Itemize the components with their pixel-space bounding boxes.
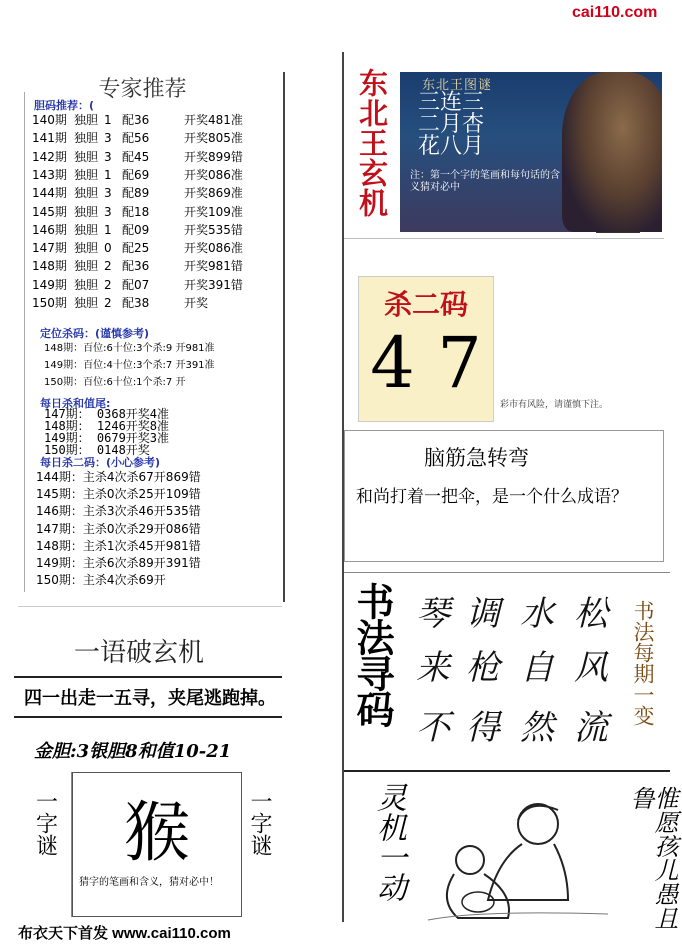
brain-text: 和尚打着一把伞，是一个什么成语？: [356, 487, 628, 507]
dan-tag: 独胆: [74, 204, 99, 219]
dan-result: 开奖535错: [184, 222, 243, 237]
calli-char: 来: [416, 648, 450, 688]
dan-pei: 配07: [122, 277, 150, 292]
poster-line-3: 花八月: [418, 134, 485, 159]
vertical-title: 东北王玄机: [355, 68, 389, 218]
dan-dan: 3: [104, 149, 112, 164]
dan-result: 开奖981错: [184, 259, 243, 274]
expert-title: 专家推荐: [98, 77, 187, 102]
dan-result: 开奖481准: [184, 113, 243, 127]
dan-dan: 1: [104, 222, 112, 237]
one-word-left: [24, 772, 72, 917]
poster-bottom-line: [596, 232, 640, 233]
dan-dan: 3: [104, 204, 112, 219]
dan-result: 开奖805准: [184, 131, 243, 146]
riddle-title: 一语破玄机: [74, 638, 205, 668]
one-word-label-right: 一字谜: [247, 790, 272, 856]
kill2-label: 杀二码: [383, 288, 468, 321]
dan-pei: 配56: [122, 131, 150, 146]
daily-row: 149期： 0679开奖3准: [44, 431, 170, 445]
kill2-header: 每日杀二码：(小心参考): [40, 456, 161, 469]
dan-issue: 147期: [32, 241, 67, 256]
dan-dan: 2: [104, 277, 112, 292]
calli-char: 琴: [416, 594, 450, 634]
dan-dan: 0: [104, 241, 112, 256]
buddha-image: [562, 72, 662, 232]
dan-row: [32, 166, 243, 183]
dan-pei: 配69: [122, 167, 150, 182]
riddle-bottom-line: [14, 716, 282, 718]
kill2-row: 147期：主杀0次杀29开086错: [36, 521, 201, 536]
section-divider-2: [344, 572, 670, 573]
dan-issue: 150期: [32, 296, 67, 310]
dan-dan: 1: [104, 167, 112, 182]
dan-pei: 配25: [122, 241, 150, 256]
dan-dan: 2: [104, 259, 112, 274]
brain-title: 脑筋急转弯: [424, 446, 529, 470]
dan-dan: 3: [104, 131, 112, 146]
monkey-box: [72, 772, 242, 917]
calli-char: 不: [416, 708, 450, 748]
kill2-row: 150期：主杀4次杀69开: [36, 573, 166, 588]
dan-result: 开奖899错: [184, 149, 243, 164]
calli-char: 然: [520, 708, 554, 748]
lingji-text: 惟愿孩儿愚且鲁: [626, 786, 678, 930]
dan-row: [32, 129, 243, 146]
site-header[interactable]: cai110.com: [572, 4, 658, 21]
dan-row: [32, 203, 243, 220]
kill2-panel: [358, 276, 494, 422]
dan-issue: 144期: [32, 186, 67, 201]
section-divider-3: [344, 770, 670, 772]
dan-issue: 143期: [32, 167, 67, 182]
pos-row: 149期：百位:4十位:3个杀:7 开391准: [44, 360, 215, 371]
pos-row: 148期：百位:6十位:3个杀:9 开981准: [44, 343, 215, 354]
dan-result: 开奖: [184, 296, 209, 310]
dan-issue: 149期: [32, 277, 67, 292]
kill2-row: 149期：主杀6次杀89开391错: [36, 556, 201, 570]
mother-child-icon: [418, 790, 618, 930]
left-border: [283, 72, 285, 602]
dan-issue: 142期: [32, 149, 67, 164]
daily-row: 148期： 1246开奖8准: [44, 419, 170, 433]
calli-label: 书法寻码: [350, 582, 395, 726]
kill2-digit-1: 4: [370, 322, 415, 404]
dan-dan: 2: [104, 296, 112, 310]
dan-result: 开奖391错: [184, 277, 243, 292]
dan-result: 开奖086准: [184, 241, 243, 256]
riddle-text: 四一出走一五寻，夹尾逃跑掉。: [24, 688, 276, 709]
dan-tag: 独胆: [74, 277, 99, 292]
lingji-illustration: [418, 790, 618, 930]
footer-site[interactable]: 布衣天下首发 www.cai110.com: [18, 925, 231, 942]
calli-char: 松: [574, 594, 608, 634]
calli-char: 水: [520, 594, 554, 634]
dan-tag: 独胆: [74, 131, 99, 146]
dan-row: [32, 111, 243, 128]
dan-result: 开奖869准: [184, 186, 243, 201]
dan-tag: 独胆: [74, 241, 99, 256]
riddle-line: [14, 676, 282, 678]
poster-line-1: 三连三: [418, 90, 485, 115]
dan-result: 开奖109准: [184, 204, 243, 219]
one-word-right: [242, 772, 282, 917]
dan-dan: 1: [104, 113, 112, 127]
monkey-hint: 猜字的笔画和含义，猜对必中！: [79, 877, 219, 888]
dan-row: [32, 148, 243, 165]
dan-pei: 配38: [122, 296, 150, 310]
kill2-row: 145期：主杀0次杀25开109错: [36, 487, 201, 502]
dan-row: [32, 294, 208, 311]
dan-dan: 3: [104, 186, 112, 201]
monkey-char: 猴: [124, 794, 190, 871]
dan-row: [32, 221, 243, 238]
golden-dan: 金胆:3银胆8和值10-21: [34, 741, 232, 762]
calli-char: 调: [466, 594, 500, 634]
dan-pei: 配89: [122, 186, 150, 201]
calli-char: 枪: [466, 648, 500, 688]
kill2-row: 148期：主杀1次杀45开981错: [36, 538, 201, 553]
one-word-label-left: 一字谜: [32, 790, 58, 856]
kill2-digit-2: 7: [437, 322, 482, 404]
daily-header: 每日杀和值尾:: [40, 397, 111, 410]
dan-tag: 独胆: [74, 296, 99, 310]
poster-top: 东北王图谜: [422, 78, 493, 93]
dan-header: 胆码推荐：(: [34, 99, 95, 112]
pos-row: 150期：百位:6十位:1个杀:7 开: [44, 377, 186, 388]
daily-row: 147期： 0368开奖4准: [44, 407, 170, 421]
dan-row: [32, 257, 243, 274]
pos-header: 定位杀码：(谨慎参考): [40, 327, 150, 340]
lingji-label: 灵机一动: [371, 782, 406, 902]
poster-lines: [418, 92, 484, 158]
dan-tag: 独胆: [74, 222, 99, 237]
dan-issue: 145期: [32, 204, 67, 219]
dan-issue: 148期: [32, 259, 67, 274]
dan-pei: 配45: [122, 149, 150, 164]
riddle-top-line: [18, 606, 282, 607]
poster-line-2: 二月杏: [418, 112, 485, 137]
dan-tag: 独胆: [74, 113, 99, 127]
dan-result: 开奖086准: [184, 167, 243, 182]
section-divider-1: [344, 238, 664, 239]
calli-char: 自: [520, 648, 554, 688]
dan-row: [32, 184, 243, 201]
dan-row: [32, 239, 243, 256]
daily-row: 150期： 0148开奖: [44, 443, 150, 457]
dan-tag: 独胆: [74, 149, 99, 164]
dan-tag: 独胆: [74, 259, 99, 274]
dan-pei: 配09: [122, 222, 150, 237]
kill2-row: 144期：主杀4次杀67开869错: [36, 470, 201, 484]
kill2-row: 146期：主杀3次杀46开535错: [36, 504, 201, 519]
poster-note: 注：第一个字的笔画和每句话的含义猜对必中: [410, 170, 560, 193]
dongbei-poster: [400, 72, 662, 232]
dan-tag: 独胆: [74, 186, 99, 201]
risk-note: 彩市有风险，请谨慎下注。: [500, 400, 609, 410]
dan-pei: 配36: [122, 259, 150, 274]
calli-char: 风: [574, 648, 608, 688]
left-outer-border: [24, 92, 25, 592]
calli-char: 流: [574, 708, 608, 748]
dan-pei: 配36: [122, 113, 150, 127]
kill2-digits: [359, 323, 493, 403]
dan-issue: 146期: [32, 222, 67, 237]
calli-char: 得: [466, 708, 500, 748]
dan-pei: 配18: [122, 204, 150, 219]
dan-issue: 141期: [32, 131, 67, 146]
dan-tag: 独胆: [74, 167, 99, 182]
dan-issue: 140期: [32, 113, 67, 127]
calli-side: 书法每期一变: [631, 600, 655, 726]
dan-row: [32, 276, 243, 293]
